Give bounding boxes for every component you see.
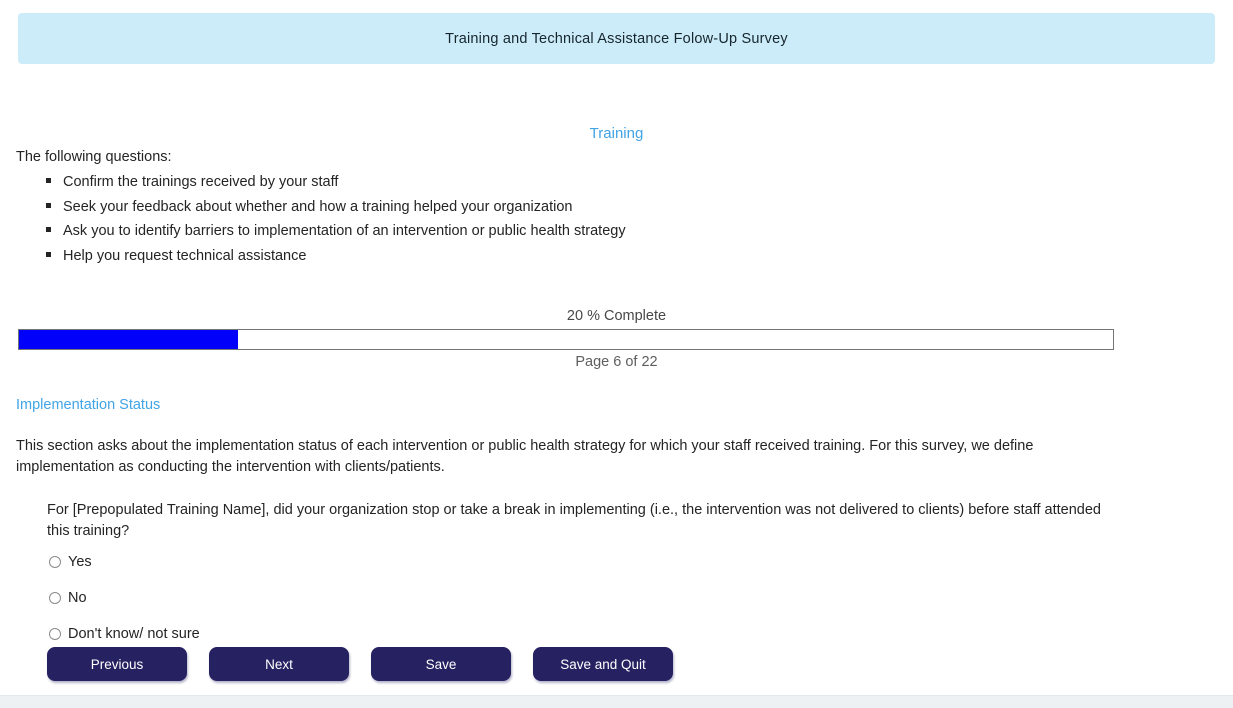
radio-button-icon[interactable]	[49, 628, 61, 640]
bullet-item	[46, 199, 1233, 215]
survey-title-banner	[18, 13, 1215, 64]
radio-option-no[interactable]	[49, 590, 1233, 606]
intro-lead-text: The following questions:	[16, 149, 172, 165]
bullet-square-icon	[46, 252, 51, 257]
bullet-text: Help you request technical assistance	[63, 247, 307, 264]
progress-bar	[18, 329, 1114, 350]
section-description: This section asks about the implementation status of each intervention or public health strategy for which your staff received training. For this survey, we define implementation as conducting the intervention with clients/patients.	[16, 437, 1034, 475]
survey-title: Training and Technical Assistance Folow-Up Survey	[445, 30, 788, 47]
bullet-square-icon	[46, 203, 51, 208]
progress-fill	[19, 330, 238, 349]
progress-percent-label: 20 % Complete	[566, 307, 667, 324]
save-and-quit-button[interactable]: Save and Quit	[533, 647, 673, 681]
radio-option-label: Yes	[68, 553, 92, 570]
question-text: For [Prepopulated Training Name], did your organization stop or take a break in implementing (i.e., the intervention was not delivered to clients) before staff attended this training?	[47, 501, 1101, 539]
bullet-item	[46, 174, 1233, 190]
bullet-square-icon	[46, 178, 51, 183]
next-button[interactable]: Next	[209, 647, 349, 681]
navigation-button-row	[47, 647, 673, 681]
implementation-status-heading: Implementation Status	[16, 396, 161, 413]
radio-button-icon[interactable]	[49, 556, 61, 568]
question-radio-group	[49, 554, 1233, 642]
bullet-square-icon	[46, 227, 51, 232]
intro-bullet-list	[46, 174, 1233, 264]
bullet-text: Ask you to identify barriers to implementation of an intervention or public health strategy	[63, 223, 626, 239]
footer-strip	[0, 695, 1233, 708]
bullet-text: Confirm the trainings received by your staff	[63, 174, 339, 190]
save-button[interactable]: Save	[371, 647, 511, 681]
radio-option-dont-know[interactable]	[49, 626, 1233, 642]
training-section-heading: Training	[589, 125, 644, 142]
radio-option-yes[interactable]	[49, 554, 1233, 570]
bullet-text: Seek your feedback about whether and how a training helped your organization	[63, 198, 573, 215]
radio-button-icon[interactable]	[49, 592, 61, 604]
radio-option-label: No	[68, 589, 87, 606]
bullet-item	[46, 248, 1233, 264]
previous-button[interactable]: Previous	[47, 647, 187, 681]
page-number-label: Page 6 of 22	[575, 353, 658, 370]
bullet-item	[46, 223, 1233, 239]
radio-option-label: Don't know/ not sure	[68, 625, 200, 642]
